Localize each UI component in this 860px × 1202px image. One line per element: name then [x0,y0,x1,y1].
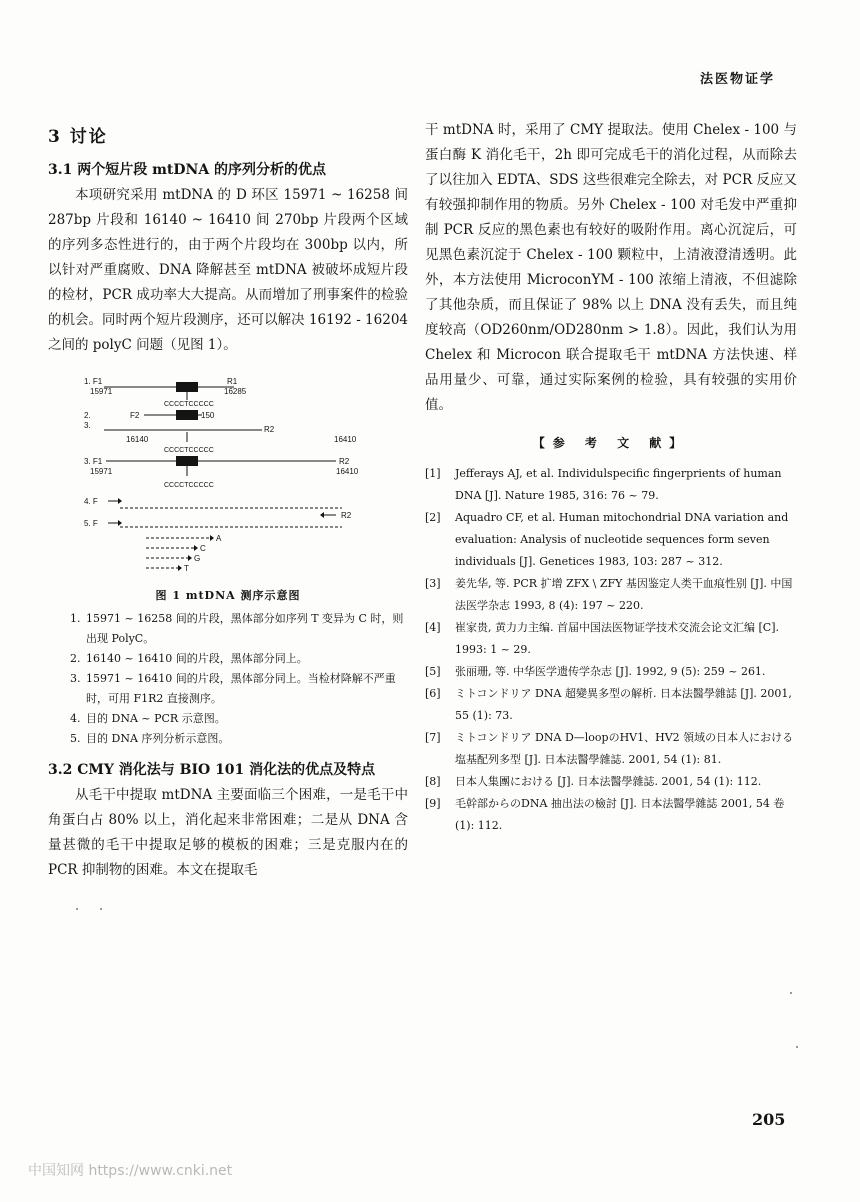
reference-num: [4] [425,621,441,634]
legend-item [70,729,408,749]
reference-num: [6] [425,687,441,700]
ladder-a-label: A [216,534,222,543]
subsection-title-2: 3.2 CMY 消化法与 BIO 101 消化法的优点及特点 [48,762,376,778]
reference-num: [8] [425,775,441,788]
reference-text: Jefferays AJ, et al. Individulspecific fingerprients of human DNA [J]. Nature 1985, 316: 76 ~ 79. [455,467,782,502]
fig-l3-right: R2 [264,425,275,434]
ladder-t-label: T [184,564,189,573]
subsection-2-text: 从毛干中提取 mtDNA 主要面临三个困难，一是毛干中角蛋白占 80% 以上，消化起来非常困难；二是从 DNA 含量甚微的毛干中提取足够的模板的困难；三是克服内在的 PCR 抑制物的困难。本文在提取毛 [48,787,408,878]
reference-text: 张丽珊, 等. 中华医学遗传学杂志 [J]. 1992, 9 (5): 259 ~ 261. [455,665,766,678]
figure-legend [48,609,408,749]
legend-item [70,649,408,669]
reference-item [425,771,797,793]
reference-num: [2] [425,511,441,524]
ladder-c-label: C [200,544,206,553]
reference-text: 崔家贵, 黄力力主编. 首届中国法医物证学技术交流会论文汇编 [C]. 1993: 1 ~ 29. [455,621,779,656]
scan-speck [100,908,102,910]
scan-speck [76,908,78,910]
legend-num: 5. [70,732,81,745]
reference-num: [1] [425,467,441,480]
scan-speck [796,1046,798,1048]
fig-l4-right: R2 [339,457,350,466]
cnki-watermark: 中国知网 https://www.cnki.net [28,1163,233,1179]
fig-l4-left: 3. F1 [84,457,103,466]
legend-item [70,609,408,649]
legend-num: 3. [70,672,81,685]
mtdna-sequencing-figure [84,370,384,585]
legend-item [70,709,408,729]
legend-num: 1. [70,612,81,625]
left-column [48,118,408,883]
reference-item [425,793,797,837]
ladder-g-label: G [194,554,201,563]
fig-seq-b: CCCCTCCCCC [164,447,214,454]
fig-l4-left-num: 15971 [90,467,113,476]
subsection-1-text: 本项研究采用 mtDNA 的 D 环区 15971 ~ 16258 间 287bp 片段和 16140 ~ 16410 间 270bp 片段两个区域的序列多态性进行的，由于两个片段均在 300bp 以内，所以针对严重腐败、DNA 降解甚至 mtDNA 被破坏成短片段的检材，PCR 成功率大大提高。从而增加了刑事案件的检验的机会。同时两个短片段测序，还可以解决 16192 - 16204 之间的 polyC 问题（见图 1）。 [48,187,408,353]
reference-text: 毛幹部からのDNA 抽出法の檢討 [J]. 日本法醫學雜誌 2001, 54 卷 (1): 112. [455,797,785,832]
fig-l2-block [176,410,198,420]
reference-item [425,507,797,573]
fig-l1-block [176,382,198,392]
reference-item [425,727,797,771]
figure-caption: 图 1 mtDNA 测序示意图 [155,589,301,602]
page-number: 205 [752,1110,786,1129]
scan-speck [790,992,792,994]
legend-text: 16140 ~ 16410 间的片段，黑体部分同上。 [86,652,308,665]
fig-l5-arrowhead-f [118,498,122,504]
reference-item [425,661,797,683]
reference-text: 日本人集團における [J]. 日本法醫學雜誌. 2001, 54 (1): 112. [455,775,762,788]
journal-header: 法医物证学 [700,72,776,87]
legend-num: 2. [70,652,81,665]
reference-num: [7] [425,731,441,744]
reference-item [425,683,797,727]
fig-l1-right: R1 [227,377,238,386]
reference-text: Aquadro CF, et al. Human mitochondrial DNA variation and evaluation: Analysis of nucleotide sequences form seven individuals [J]. Genetices 1983, 103: 287 ~ 312. [455,511,789,568]
fig-seq-a: CCCCTCCCCC [164,401,214,408]
reference-item [425,617,797,661]
legend-num: 4. [70,712,81,725]
legend-text: 目的 DNA ~ PCR 示意图。 [86,712,226,725]
fig-l2-primer: F2 [130,411,140,420]
reference-text: 姜先华, 等. PCR 扩增 ZFX \ ZFY 基因鉴定人类干血痕性别 [J]. 中国法医学杂志 1993, 8 (4): 197 ~ 220. [455,577,793,612]
legend-text: 目的 DNA 序列分析示意图。 [86,732,230,745]
subsection-title-1: 3.1 两个短片段 mtDNA 的序列分析的优点 [48,162,327,178]
fig-l1-left-num: 15971 [90,387,113,396]
reference-text: ミトコンドリア DNA 超變異多型の解析. 日本法醫學雜誌 [J]. 2001, 55 (1): 73. [455,687,792,722]
ladder-t-head [178,565,182,571]
legend-text: 15971 ~ 16258 间的片段，黑体部分如序列 T 变异为 C 时，则出现 PolyC。 [86,612,404,645]
fig-l2-left: 2. [84,411,91,420]
fig-l3-num-right: 16410 [334,435,357,444]
fig-l2-num: 150 [201,411,215,420]
ladder-c-head [194,545,198,551]
fig-l1-left: 1. F1 [84,377,103,386]
legend-item [70,669,408,709]
reference-num: [3] [425,577,441,590]
fig-l3-left: 3. [84,421,91,430]
reference-item [425,573,797,617]
section-title: 3 讨论 [48,127,108,147]
ladder-g-head [188,555,192,561]
fig-l3-num-left: 16140 [126,435,149,444]
fig-l5-right: R2 [341,511,352,520]
fig-seq-c: CCCCTCCCCC [164,482,214,489]
fig-l1-right-num: 16285 [224,387,247,396]
fig-l6-left: 5. F [84,519,98,528]
right-body-text: 干 mtDNA 时，采用了 CMY 提取法。使用 Chelex - 100 与蛋白酶 K 消化毛干，2h 即可完成毛干的消化过程，从而除去了以往加入 EDTA、SDS 这些很难完全除去，对 PCR 反应又有较强抑制作用的物质。另外 Chelex - 100 对毛发中严重抑制 PCR 反应的黑色素也有较好的吸附作用。离心沉淀后，可见黑色素沉淀于 Chelex - 100 颗粒中，上清液澄清透明。此外，本方法使用 MicroconYM - 100 浓缩上清液，不但滤除了其他杂质，而且保证了 98% 以上 DNA 没有丢失，而且纯度较高（OD260nm/OD280nm > 1.8）。因此，我们认为用 Chelex 和 Microcon 联合提取毛干 mtDNA 方法快速、样品用量少、可靠，通过实际案例的检验，具有较强的实用价值。 [425,122,797,413]
fig-l4-block [176,456,198,466]
fig-l6-arrowhead [118,520,122,526]
legend-text: 15971 ~ 16410 间的片段，黑体部分同上。当检材降解不严重时，可用 F1R2 直接测序。 [86,672,396,705]
reference-num: [9] [425,797,441,810]
figure-diagram [84,370,384,585]
reference-item [425,463,797,507]
fig-l4-right-num: 16410 [336,467,359,476]
reference-text: ミトコンドリア DNA D—loopのHV1、HV2 領域の日本人における塩基配列多型 [J]. 日本法醫學雜誌. 2001, 54 (1): 81. [455,731,794,766]
ladder-a-head [210,535,214,541]
fig-l5-left: 4. F [84,497,98,506]
reference-list [425,463,797,837]
references-heading: 【参 考 文 献】 [532,436,690,450]
reference-num: [5] [425,665,441,678]
right-column [425,118,797,837]
fig-l5-arrowhead-r [320,512,324,518]
